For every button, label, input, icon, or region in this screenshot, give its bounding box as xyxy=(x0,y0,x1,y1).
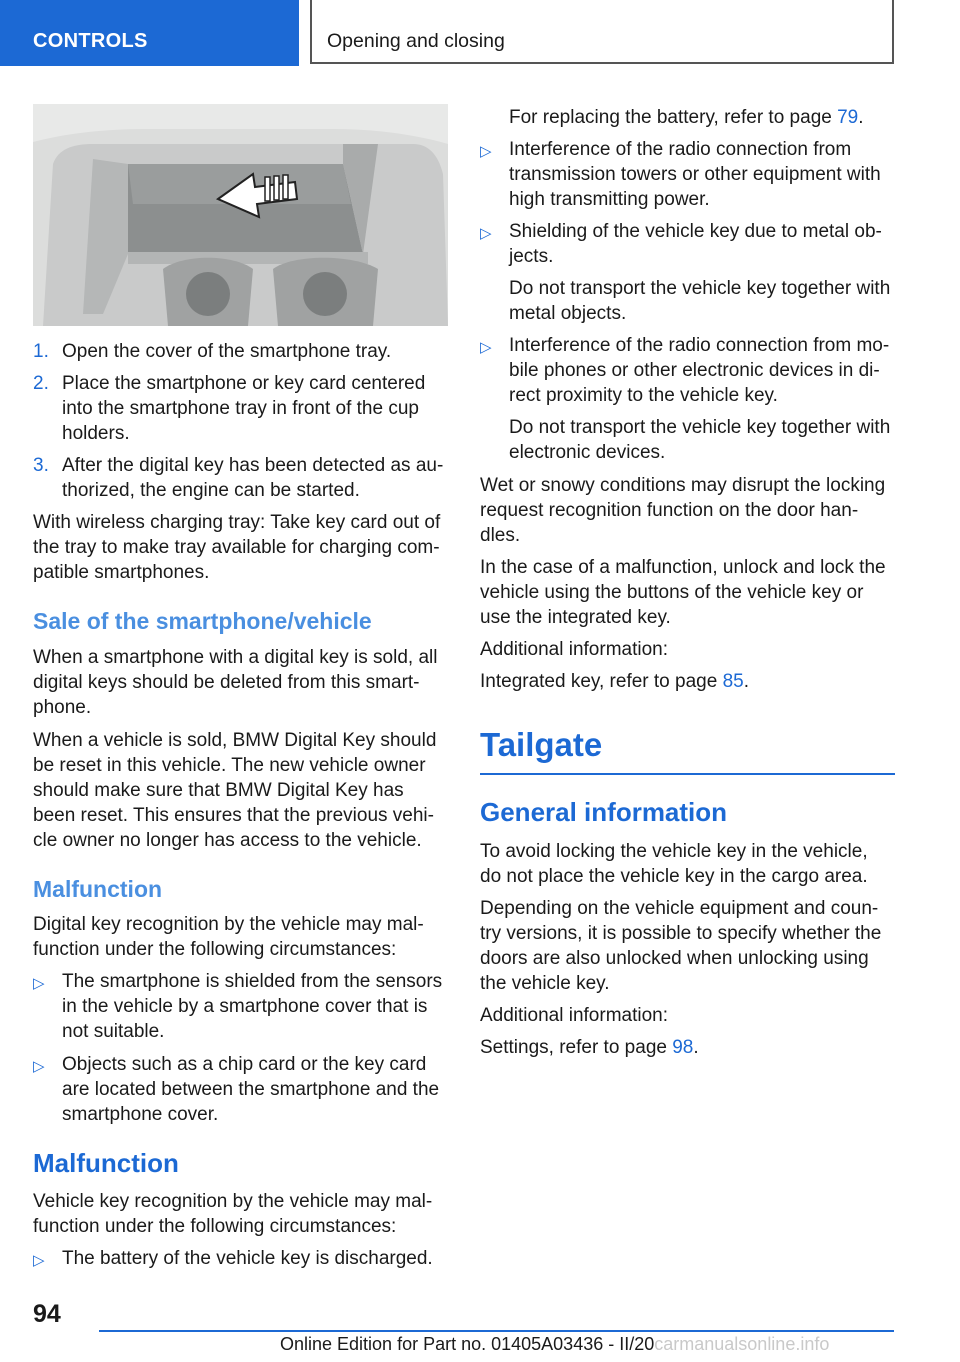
bullet-text: in the vehicle by a smartphone cover that is xyxy=(62,996,428,1017)
step-text: thorized, the engine can be started. xyxy=(62,480,360,501)
reference-text: For replacing the battery, refer to page xyxy=(509,107,838,128)
sale-paragraph: be reset in this vehicle. The new vehicle owner xyxy=(33,755,426,776)
smartphone-tray-photo xyxy=(33,104,448,326)
bullet-icon: ▷ xyxy=(33,1252,45,1269)
bullet-icon: ▷ xyxy=(480,225,492,242)
wireless-paragraph: With wireless charging tray: Take key card out of xyxy=(33,512,441,533)
step-number: 2. xyxy=(33,373,49,394)
reference-text: Settings, refer to page xyxy=(480,1037,673,1058)
page-link-79[interactable]: 79 xyxy=(837,107,859,128)
watermark: carmanualsonline.info xyxy=(654,1334,830,1354)
page-link-98[interactable]: 98 xyxy=(672,1037,694,1058)
step-text: Open the cover of the smartphone tray. xyxy=(62,341,392,362)
bullet-text: jects. xyxy=(509,246,554,267)
step-text: Place the smartphone or key card centered xyxy=(62,373,426,394)
malfunction-heading: Malfunction xyxy=(33,1148,179,1178)
footer-edition xyxy=(280,1334,829,1355)
bullet-text: are located between the smartphone and the xyxy=(62,1079,440,1100)
page-header xyxy=(0,0,960,66)
additional-info-label: Additional information: xyxy=(480,1005,668,1026)
bullet-note: electronic devices. xyxy=(509,442,666,463)
general-paragraph: do not place the vehicle key in the cargo area. xyxy=(480,866,868,887)
malfunction-subheading: Malfunction xyxy=(33,876,163,902)
step-text: holders. xyxy=(62,423,130,444)
sale-paragraph: should make sure that BMW Digital Key has xyxy=(33,780,404,801)
step-number: 1. xyxy=(33,341,49,362)
general-paragraph: try versions, it is possible to specify whether the xyxy=(480,923,882,944)
general-paragraph: Depending on the vehicle equipment and coun- xyxy=(480,898,879,919)
bullet-text: bile phones or other electronic devices in di- xyxy=(509,360,880,381)
malfunction-case-paragraph: vehicle using the buttons of the vehicle key or xyxy=(480,582,864,603)
step-text: After the digital key has been detected as au- xyxy=(62,455,444,476)
general-paragraph: the vehicle key. xyxy=(480,973,610,994)
page-link-85[interactable]: 85 xyxy=(722,671,744,692)
sale-paragraph: When a smartphone with a digital key is sold, all xyxy=(33,647,438,668)
bullet-text: rect proximity to the vehicle key. xyxy=(509,385,778,406)
malfunction-case-paragraph: use the integrated key. xyxy=(480,607,671,628)
bullet-note: metal objects. xyxy=(509,303,627,324)
bullet-text: The smartphone is shielded from the sensors xyxy=(62,971,443,992)
step-number: 3. xyxy=(33,455,49,476)
malfunction-case-paragraph: In the case of a malfunction, unlock and lock the xyxy=(480,557,886,578)
bullet-text: The battery of the vehicle key is discharged. xyxy=(62,1248,433,1269)
bullet-note: Do not transport the vehicle key together with xyxy=(509,417,891,438)
bullet-text: smartphone cover. xyxy=(62,1104,219,1125)
bullet-text: Objects such as a chip card or the key card xyxy=(62,1054,427,1075)
chapter-label: Opening and closing xyxy=(327,30,505,52)
wet-conditions-paragraph: request recognition function on the door han- xyxy=(480,500,859,521)
bullet-text: high transmitting power. xyxy=(509,189,710,210)
edition-text: Online Edition for Part no. 01405A03436 - II/20 xyxy=(280,1334,655,1354)
wet-conditions-paragraph: dles. xyxy=(480,525,521,546)
wet-conditions-paragraph: Wet or snowy conditions may disrupt the locking xyxy=(480,475,886,496)
malfunction-paragraph: Digital key recognition by the vehicle may mal- xyxy=(33,914,424,935)
general-information-heading: General information xyxy=(480,797,728,827)
wireless-paragraph: patible smartphones. xyxy=(33,562,210,583)
integrated-key-reference: Integrated key, refer to page 85. xyxy=(480,671,749,692)
malfunction-paragraph: Vehicle key recognition by the vehicle may mal- xyxy=(33,1191,433,1212)
bullet-text: Interference of the radio connection from mo- xyxy=(509,335,890,356)
reference-text: Integrated key, refer to page xyxy=(480,671,723,692)
page-number: 94 xyxy=(33,1300,61,1328)
bullet-text: not suitable. xyxy=(62,1021,165,1042)
battery-reference: For replacing the battery, refer to page 79. xyxy=(509,107,864,128)
tailgate-heading: Tailgate xyxy=(480,726,603,763)
additional-info-label: Additional information: xyxy=(480,639,668,660)
bullet-icon: ▷ xyxy=(33,975,45,992)
general-paragraph: To avoid locking the vehicle key in the vehicle, xyxy=(480,841,868,862)
section-label: CONTROLS xyxy=(33,30,148,52)
sale-paragraph: phone. xyxy=(33,697,92,718)
bullet-icon: ▷ xyxy=(480,143,492,160)
wireless-paragraph: the tray to make tray available for charging com- xyxy=(33,537,440,558)
settings-reference: Settings, refer to page 98. xyxy=(480,1037,699,1058)
footer-divider xyxy=(99,1330,894,1332)
bullet-icon: ▷ xyxy=(33,1058,45,1075)
malfunction-paragraph: function under the following circumstances: xyxy=(33,939,397,960)
malfunction-paragraph: function under the following circumstances: xyxy=(33,1216,397,1237)
general-paragraph: doors are also unlocked when unlocking using xyxy=(480,948,869,969)
bullet-text: transmission towers or other equipment with xyxy=(509,164,881,185)
step-text: into the smartphone tray in front of the cup xyxy=(62,398,419,419)
bullet-text: Shielding of the vehicle key due to metal ob- xyxy=(509,221,882,242)
bullet-note: Do not transport the vehicle key together with xyxy=(509,278,891,299)
section-tab[interactable] xyxy=(0,0,299,66)
sale-paragraph: been reset. This ensures that the previous vehi- xyxy=(33,805,434,826)
bullet-icon: ▷ xyxy=(480,339,492,356)
sale-paragraph: When a vehicle is sold, BMW Digital Key should xyxy=(33,730,437,751)
bullet-text: Interference of the radio connection from xyxy=(509,139,852,160)
heading-divider xyxy=(480,773,895,775)
sale-paragraph: cle owner no longer has access to the vehicle. xyxy=(33,830,422,851)
chapter-tab[interactable] xyxy=(310,0,894,64)
sale-heading: Sale of the smartphone/vehicle xyxy=(33,608,372,634)
sale-paragraph: digital keys should be deleted from this smart- xyxy=(33,672,420,693)
